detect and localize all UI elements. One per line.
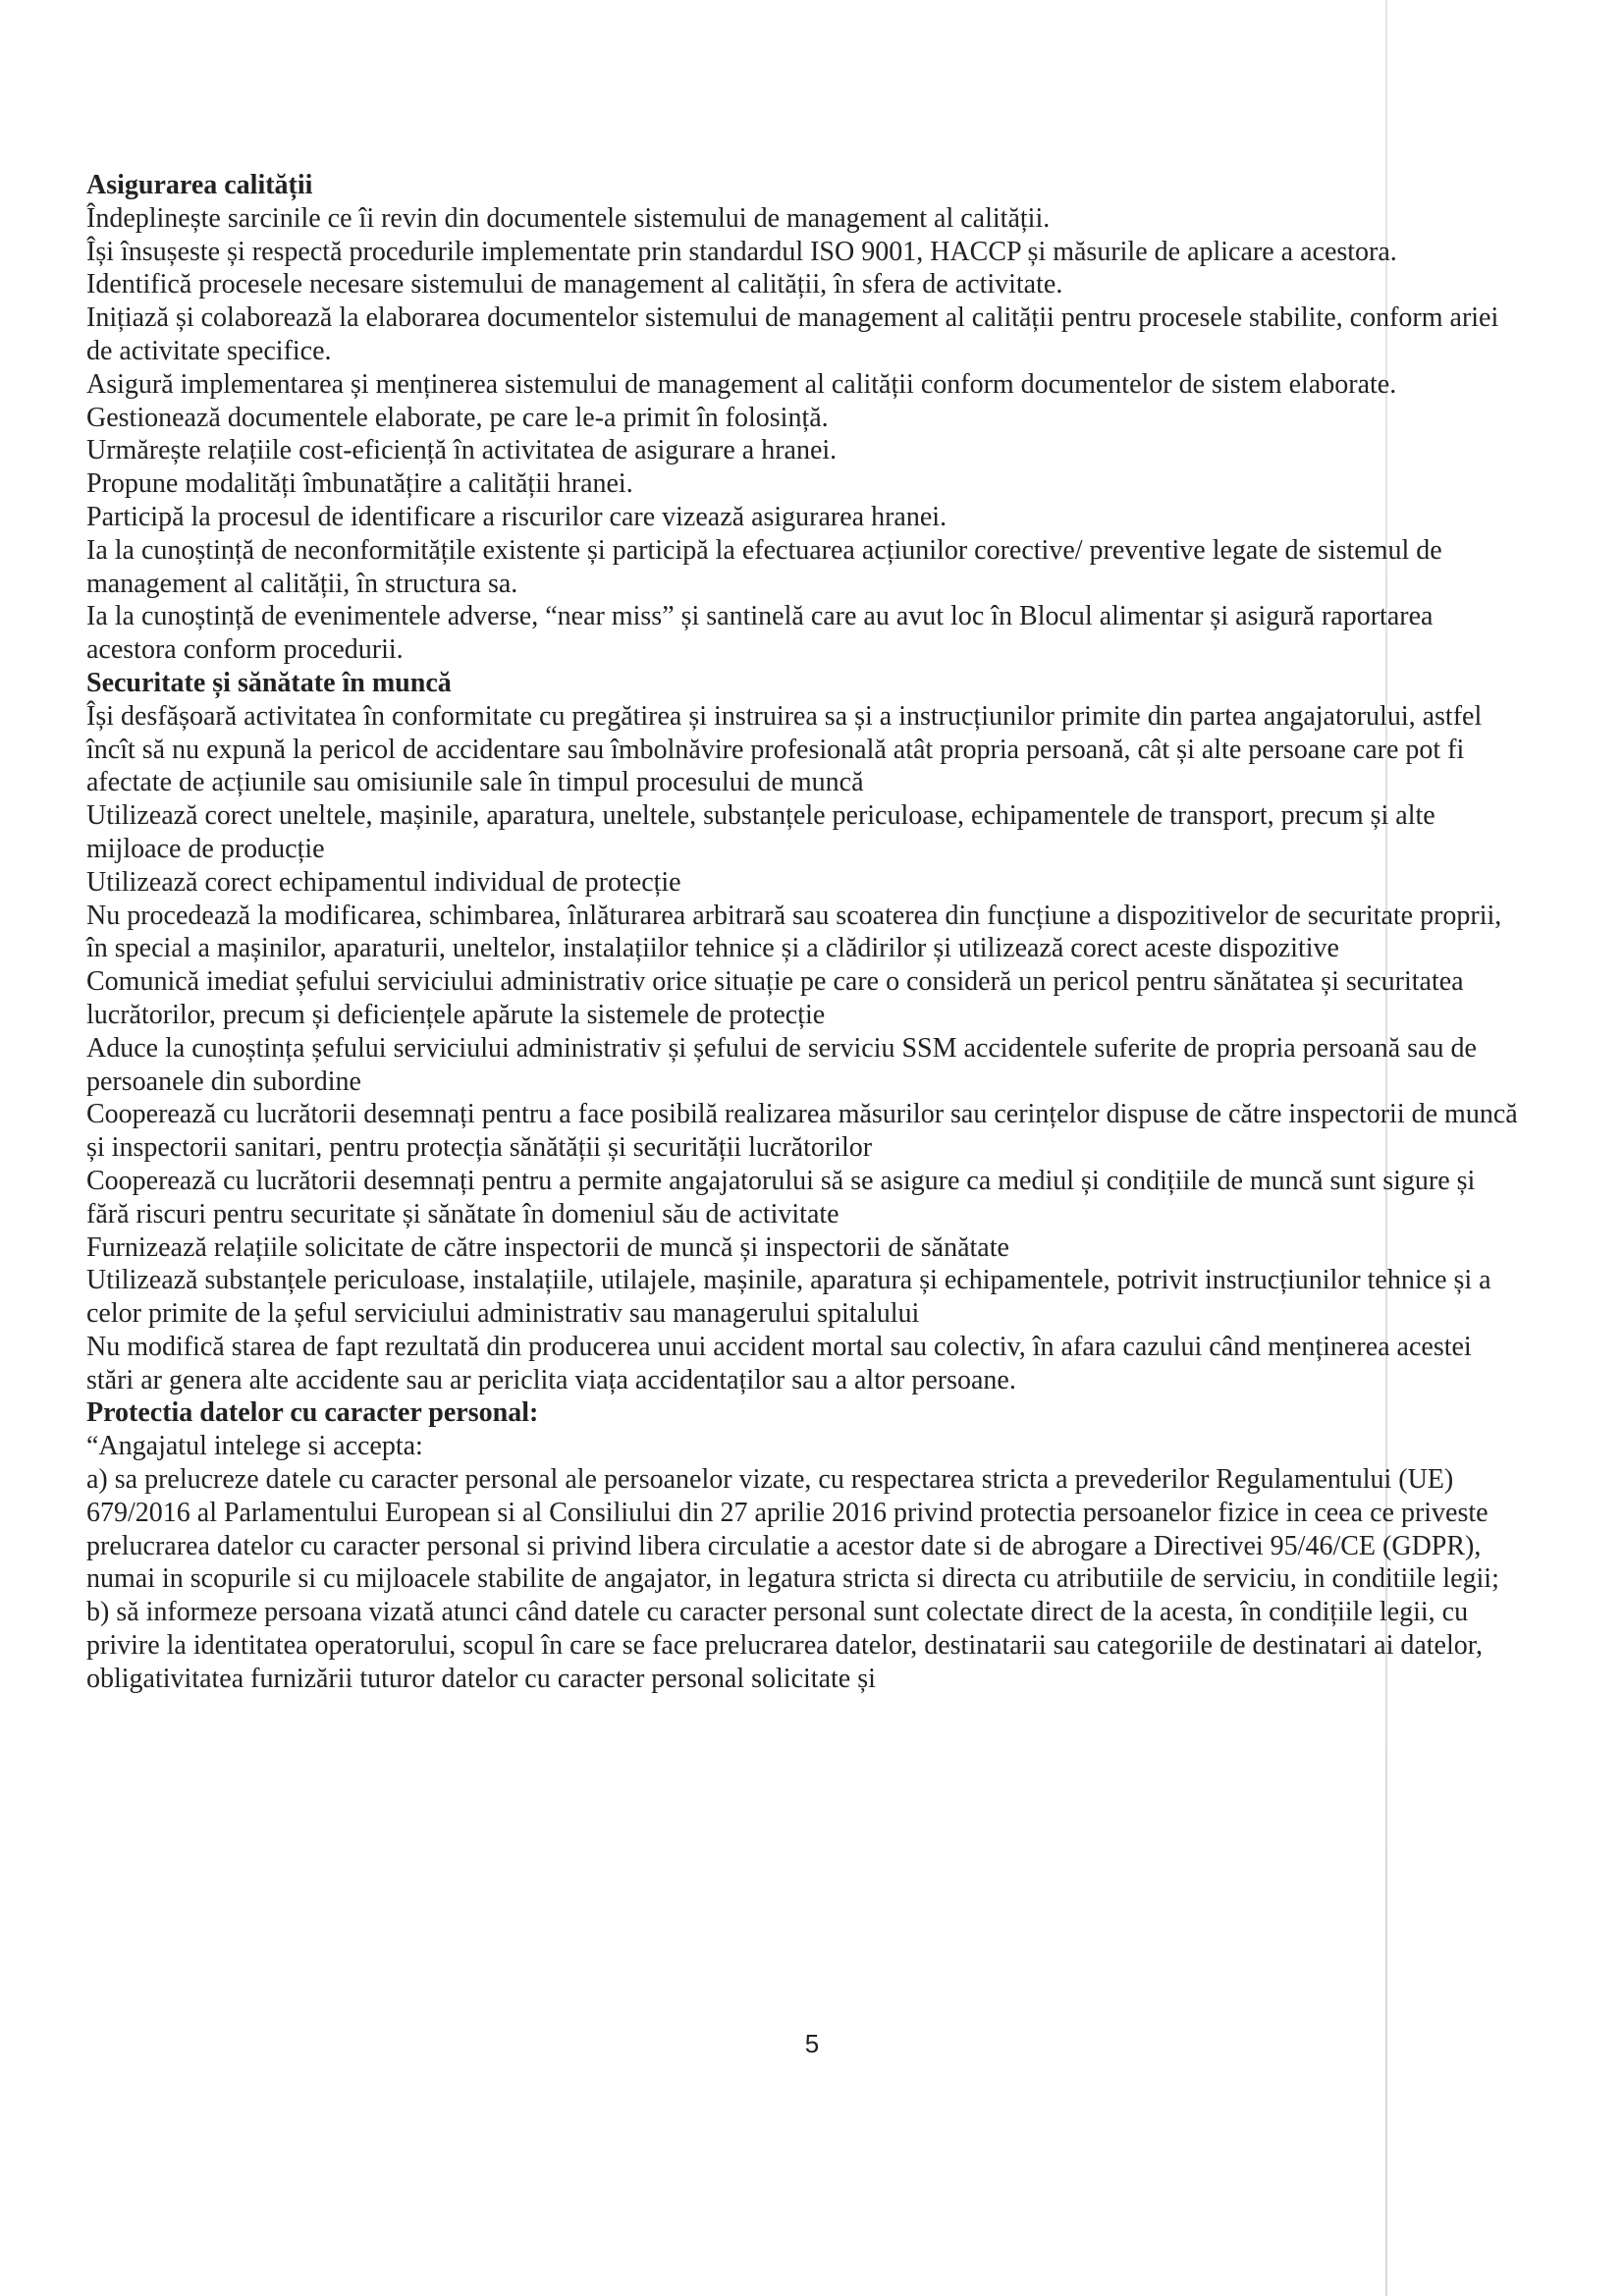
paragraph: Ia la cunoștință de evenimentele adverse, “near miss” și santinelă care au avut loc în Blocul alimentar și asigură raportarea acestora conform procedurii.	[86, 601, 1434, 666]
section-heading: Asigurarea calității	[86, 170, 313, 200]
paragraph: Gestionează documentele elaborate, pe care le-a primit în folosință.	[86, 402, 829, 433]
paragraph: Aduce la cunoștința șefului serviciului administrativ și șefului de serviciu SSM accidentele suferite de propria persoană sau de persoanele din subordine	[86, 1032, 1477, 1097]
paragraph: Comunică imediat șefului serviciului administrativ orice situație pe care o consideră un pericol pentru sănătatea și securitatea lucrătorilor, precum și deficiențele apărute la sistemele de protecție	[86, 966, 1464, 1030]
paragraph: Urmărește relațiile cost-eficiență în activitatea de asigurare a hranei.	[86, 435, 838, 466]
paragraph: Utilizează substanțele periculoase, instalațiile, utilajele, mașinile, aparatura și echipamentele, potrivit instrucțiunilor tehnice și a celor primite de la șeful serviciului administrativ sau managerului spitalului	[86, 1265, 1491, 1330]
paragraph: “Angajatul intelege si accepta:	[86, 1431, 423, 1462]
paragraph: Utilizează corect echipamentul individual de protecție	[86, 866, 681, 898]
paragraph: Identifică procesele necesare sistemului de management al calității, în sfera de activitate.	[86, 269, 1063, 301]
paragraph: a) sa prelucreze datele cu caracter personal ale persoanelor vizate, cu respectarea stricta a prevederilor Regulamentului (UE) 679/2016 al Parlamentului European si al Consiliului din 27 aprilie 2016 privind protectia persoanelor fizice in ceea ce priveste prelucrarea datelor cu caracter personal si privind libera circulatie a acestor date si de abrogare a Directivei 95/46/CE (GDPR), numai in scopurile si cu mijloacele stabilite de angajator, in legatura stricta si directa cu atributiile de serviciu, in conditiile legii;	[86, 1464, 1499, 1595]
paragraph: Utilizează corect uneltele, mașinile, aparatura, uneltele, substanțele periculoase, echipamentele de transport, precum și alte mijloace de producție	[86, 800, 1435, 864]
paragraph: b) să informeze persoana vizată atunci când datele cu caracter personal sunt colectate direct de la acesta, în condițiile legii, cu privire la identitatea operatorului, scopul în care se face prelucrarea datelor, destinatarii sau categoriile de destinatari ai datelor, obligativitatea furnizării tuturor datelor cu caracter personal solicitate și	[86, 1597, 1483, 1694]
section-heading: Securitate și sănătate în muncă	[86, 667, 452, 698]
page-number: 5	[804, 2029, 820, 2058]
paragraph: Ia la cunoștință de neconformitățile existente și participă la efectuarea acțiunilor corective/ preventive legate de sistemul de management al calității, în structura sa.	[86, 534, 1442, 599]
section-heading: Protectia datelor cu caracter personal:	[86, 1397, 539, 1429]
paragraph: Nu modifică starea de fapt rezultată din producerea unui accident mortal sau colectiv, în afara cazului când menținerea acestei stări ar genera alte accidente sau ar periclita viața accidentaților sau a altor persoane.	[86, 1331, 1472, 1395]
paragraph: Propune modalități îmbunatățire a calității hranei.	[86, 468, 633, 500]
paragraph: Își desfășoară activitatea în conformitate cu pregătirea și instruirea sa și a instrucțiunilor primite din partea angajatorului, astfel încît să nu expună la pericol de accidentare sau îmbolnăvire profesională atât propria persoană, cât și alte persoane care pot fi afectate de acțiunile sau omisiunile sale în timpul procesului de muncă	[86, 700, 1483, 798]
paragraph: Furnizează relațiile solicitate de către inspectorii de muncă și inspectorii de sănătate	[86, 1231, 1009, 1263]
paragraph: Participă la procesul de identificare a riscurilor care vizează asigurarea hranei.	[86, 501, 947, 532]
paragraph: Cooperează cu lucrătorii desemnați pentru a permite angajatorului să se asigure ca mediul și condițiile de muncă sunt sigure și fără riscuri pentru securitate și sănătate în domeniul său de activitate	[86, 1165, 1476, 1230]
paragraph: Nu procedează la modificarea, schimbarea, înlăturarea arbitrară sau scoaterea din funcțiune a dispozitivelor de securitate proprii, în special a mașinilor, aparaturii, uneltelor, instalațiilor tehnice și a clădirilor și utilizează corect aceste dispozitive	[86, 900, 1502, 964]
paragraph: Cooperează cu lucrătorii desemnați pentru a face posibilă realizarea măsurilor sau cerințelor dispuse de către inspectorii de muncă și inspectorii sanitari, pentru protecția sănătății și securității lucrătorilor	[86, 1099, 1518, 1164]
paragraph: Îndeplinește sarcinile ce îi revin din documentele sistemului de management al calității.	[86, 202, 1051, 234]
document-body	[86, 169, 1520, 1696]
paragraph: Asigură implementarea și menținerea sistemului de management al calității conform documentelor de sistem elaborate.	[86, 368, 1397, 400]
paragraph: Își însușeste și respectă procedurile implementate prin standardul ISO 9001, HACCP și măsurile de aplicare a acestora.	[86, 236, 1397, 267]
paragraph: Inițiază și colaborează la elaborarea documentelor sistemului de management al calității pentru procesele stabilite, conform ariei de activitate specifice.	[86, 302, 1499, 366]
